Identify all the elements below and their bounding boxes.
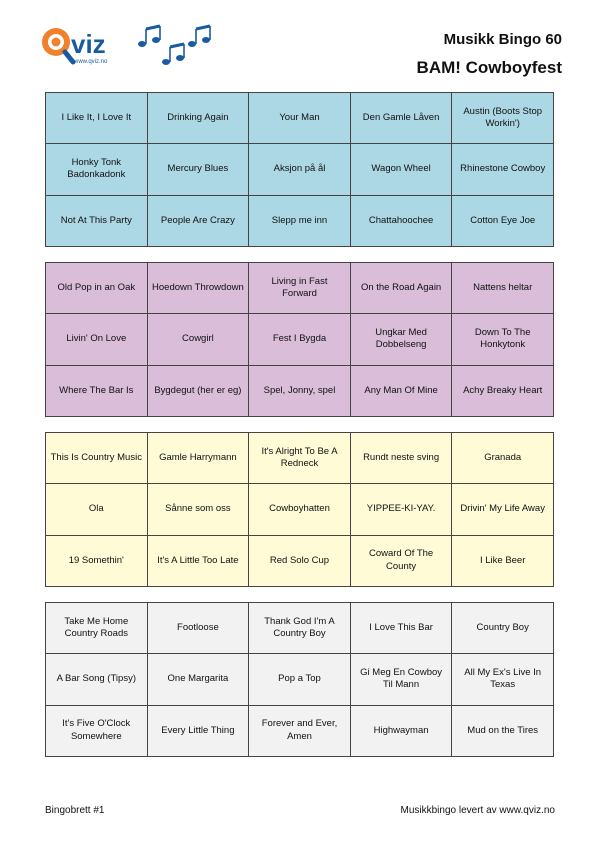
board-number: Bingobrett #1 — [45, 805, 105, 816]
bingo-cell: Fest I Bygda — [249, 314, 351, 365]
bingo-cell: I Like Beer — [452, 536, 554, 587]
bingo-card-1 — [45, 92, 554, 247]
bingo-cell: Rundt neste sving — [351, 433, 453, 484]
bingo-card-4 — [45, 602, 554, 757]
bingo-cell: 19 Somethin' — [46, 536, 148, 587]
bingo-cell: On the Road Again — [351, 263, 453, 314]
bingo-cell: I Like It, I Love It — [46, 93, 148, 144]
bingo-cell: Granada — [452, 433, 554, 484]
bingo-cell: Cowboyhatten — [249, 484, 351, 535]
qviz-logo — [38, 20, 228, 80]
bingo-cell: Gi Meg En Cowboy Til Mann — [351, 654, 453, 705]
bingo-cell: Hoedown Throwdown — [148, 263, 250, 314]
logo-url: www.qviz.no — [74, 59, 108, 65]
bingo-title: Musikk Bingo 60 — [443, 31, 562, 48]
bingo-cell: Cotton Eye Joe — [452, 196, 554, 247]
bingo-cell: Aksjon på ål — [249, 144, 351, 195]
bingo-cell: Where The Bar Is — [46, 366, 148, 417]
bingo-cell: Nattens heltar — [452, 263, 554, 314]
bingo-cell: It's Alright To Be A Redneck — [249, 433, 351, 484]
bingo-cell: Rhinestone Cowboy — [452, 144, 554, 195]
bingo-cell: Bygdegut (her er eg) — [148, 366, 250, 417]
bingo-cell: Your Man — [249, 93, 351, 144]
bingo-cell: This Is Country Music — [46, 433, 148, 484]
bingo-cell: Old Pop in an Oak — [46, 263, 148, 314]
bingo-cell: YIPPEE-KI-YAY. — [351, 484, 453, 535]
bingo-cell: Thank God I'm A Country Boy — [249, 603, 351, 654]
bingo-cell: Spel, Jonny, spel — [249, 366, 351, 417]
bingo-cell: It's Five O'Clock Somewhere — [46, 706, 148, 757]
bingo-cell: Country Boy — [452, 603, 554, 654]
bingo-cell: Drinking Again — [148, 93, 250, 144]
bingo-card-3 — [45, 432, 554, 587]
bingo-cell: Any Man Of Mine — [351, 366, 453, 417]
bingo-cell: Ungkar Med Dobbelseng — [351, 314, 453, 365]
bingo-cell: Livin' On Love — [46, 314, 148, 365]
bingo-cell: One Margarita — [148, 654, 250, 705]
bingo-cell: Cowgirl — [148, 314, 250, 365]
bingo-cell: Mud on the Tires — [452, 706, 554, 757]
bingo-card-2 — [45, 262, 554, 417]
bingo-cell: Highwayman — [351, 706, 453, 757]
logo-text: viz — [71, 29, 106, 59]
bingo-cell: A Bar Song (Tipsy) — [46, 654, 148, 705]
bingo-cell: I Love This Bar — [351, 603, 453, 654]
bingo-cell: Not At This Party — [46, 196, 148, 247]
bingo-cell: Slepp me inn — [249, 196, 351, 247]
bingo-cell: Ola — [46, 484, 148, 535]
bingo-cell: Living in Fast Forward — [249, 263, 351, 314]
provider-credit: Musikkbingo levert av www.qviz.no — [400, 805, 555, 816]
bingo-cell: Coward Of The County — [351, 536, 453, 587]
bingo-cell: Sånne som oss — [148, 484, 250, 535]
bingo-cell: All My Ex's Live In Texas — [452, 654, 554, 705]
music-notes-icon — [138, 26, 210, 65]
bingo-cell: Gamle Harrymann — [148, 433, 250, 484]
bingo-cell: Achy Breaky Heart — [452, 366, 554, 417]
bingo-cell: Footloose — [148, 603, 250, 654]
bingo-cell: Drivin' My Life Away — [452, 484, 554, 535]
bingo-cell: Every Little Thing — [148, 706, 250, 757]
bingo-cell: Chattahoochee — [351, 196, 453, 247]
bingo-cell: Forever and Ever, Amen — [249, 706, 351, 757]
bingo-cell: Down To The Honkytonk — [452, 314, 554, 365]
bingo-cell: Den Gamle Låven — [351, 93, 453, 144]
bingo-cell: Pop a Top — [249, 654, 351, 705]
bingo-cell: It's A Little Too Late — [148, 536, 250, 587]
bingo-cell: Red Solo Cup — [249, 536, 351, 587]
bingo-theme: BAM! Cowboyfest — [416, 58, 562, 77]
bingo-cell: Honky Tonk Badonkadonk — [46, 144, 148, 195]
bingo-cell: Mercury Blues — [148, 144, 250, 195]
bingo-cell: Wagon Wheel — [351, 144, 453, 195]
bingo-cell: People Are Crazy — [148, 196, 250, 247]
bingo-cell: Austin (Boots Stop Workin') — [452, 93, 554, 144]
bingo-cell: Take Me Home Country Roads — [46, 603, 148, 654]
